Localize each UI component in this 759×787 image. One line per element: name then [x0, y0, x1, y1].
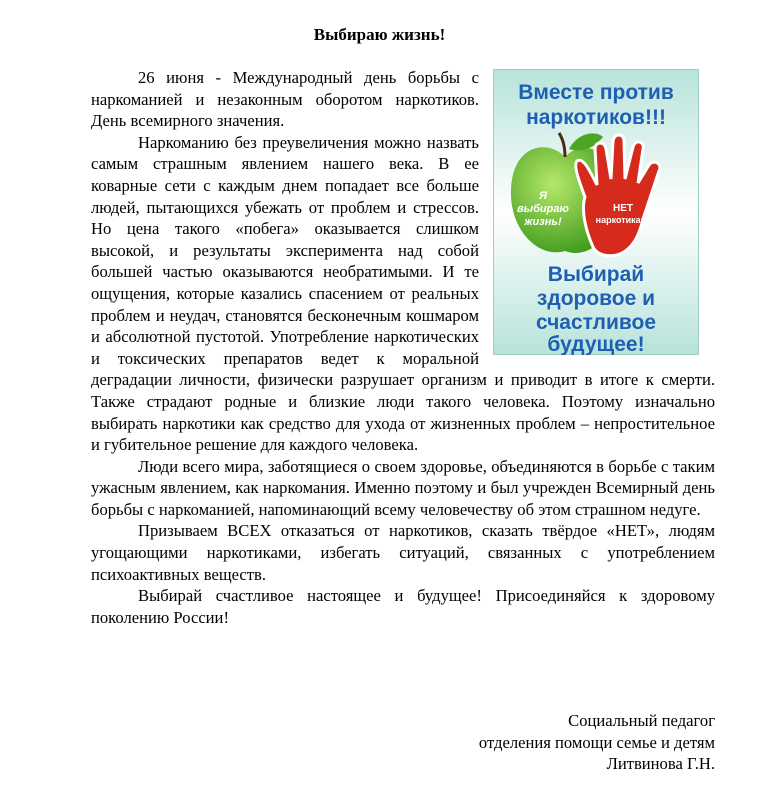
- signature-block: [479, 710, 715, 775]
- signature-name: Литвинова Г.Н.: [606, 754, 715, 774]
- signature-role: Социальный педагог: [568, 711, 715, 730]
- poster-top-line1: Вместе против: [518, 81, 674, 104]
- paragraph-1-text: Международный день борьбы с наркоманией и незаконным оборотом наркотиков. День всемирного значения.: [91, 68, 479, 131]
- event-date: 26 июня -: [138, 68, 222, 87]
- signature-department: отделения помощи семье и детям: [478, 732, 715, 752]
- apple-text-3: жизнь!: [524, 216, 562, 228]
- page-title: Выбираю жизнь!: [313, 25, 446, 44]
- paragraph-5: Выбирай счастливое настоящее и будущее! Присоединяйся к здоровому поколению России!: [91, 586, 715, 627]
- poster-bottom-line1: Выбирай: [547, 263, 645, 286]
- poster-bottom-line4: будущее!: [547, 333, 645, 355]
- paragraph-3: Люди всего мира, заботящиеся о своем здоровье, объединяются в борьбе с таким ужасным явлением, как наркомания. Именно поэтому и был учрежден Всемирный день борьбы с наркоманией, напоминающий всему человечеству об этом страшном недуге.: [91, 456, 715, 519]
- poster-top-line2: наркотиков!!!: [526, 106, 666, 129]
- anti-drug-poster: [493, 69, 699, 355]
- apple-text-1: Я: [538, 190, 548, 202]
- hand-text-1: НЕТ: [613, 203, 633, 214]
- paragraph-2: Наркоманию без преувеличения можно назвать самым страшным явлением нашего века. В ее коварные сети с каждым днем попадает все больше людей, пытающихся убежать от проблем и стрессов. Но цена такого «побега» оказывается слишком высокой, и результаты эксперимента над собой большей частью оказываются необратимыми. И те ощущения, которые казались спасением от реальных проблем и неудач, становятся бесконечным кошмаром и абсолютной пустотой. Употребление наркотических и токсических препаратов ведет к моральной деградации личности, физически разрушает организм и приводит в итоге к смерти. Также страдают родные и близкие люди такого человека. Поэтому изначально выбирать наркотики как средство для ухода от жизненных проблем – непростительное и губительное решение для каждого человека.: [91, 132, 715, 455]
- poster-bottom-line2: здоровое и: [536, 287, 656, 310]
- poster-bottom-line3: счастливое: [535, 311, 657, 334]
- apple-text-2: выбираю: [517, 203, 569, 215]
- paragraph-4: Призываем ВСЕХ отказаться от наркотиков, сказать твёрдое «НЕТ», людям угощающими наркотиками, избегать ситуаций, связанных с употреблением психоактивных веществ.: [91, 521, 715, 584]
- article-body: [91, 67, 715, 628]
- hand-text-2: наркотикам!: [595, 215, 651, 225]
